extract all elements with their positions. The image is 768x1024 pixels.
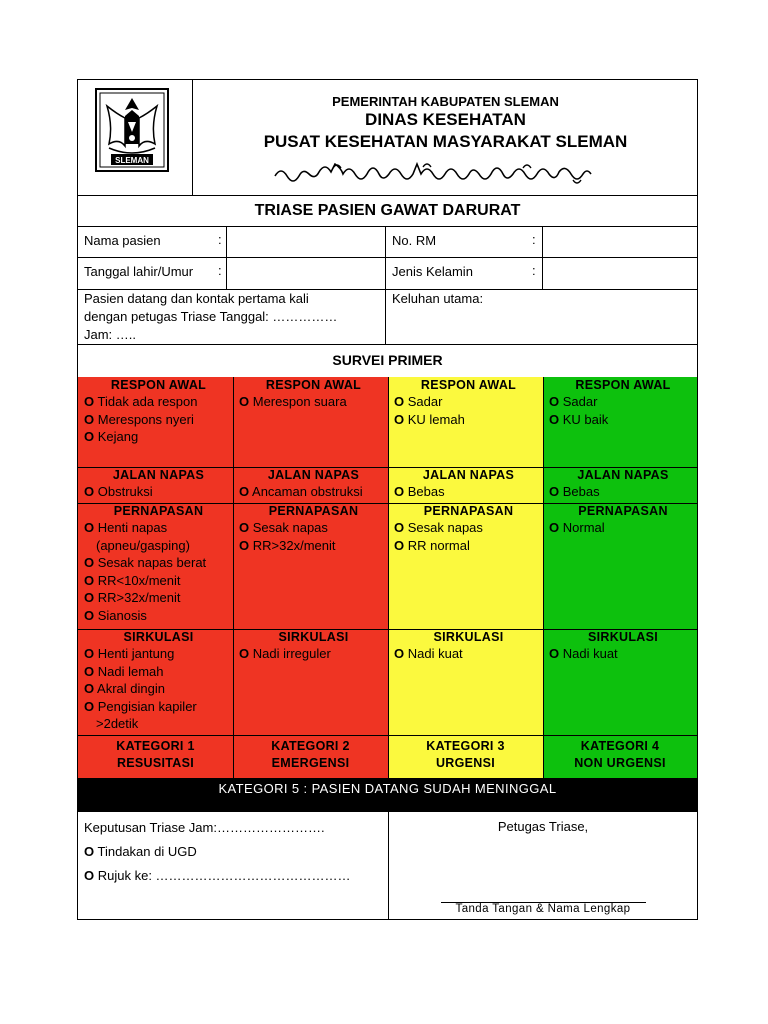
option-circle-icon: O xyxy=(84,590,95,605)
triage-option[interactable] xyxy=(394,645,543,663)
triage-option-label: Sadar xyxy=(407,394,443,409)
triage-option[interactable] xyxy=(549,519,697,537)
triage-option[interactable] xyxy=(84,645,233,663)
option-circle-icon: O xyxy=(84,681,95,696)
jalan-napas-heading: JALAN NAPAS xyxy=(267,468,360,482)
respon-awal-heading: RESPON AWAL xyxy=(575,378,671,392)
pasien-datang-line3[interactable]: Jam: ….. xyxy=(84,327,137,342)
kategori-label xyxy=(78,735,233,772)
pasien-datang-line2[interactable]: dengan petugas Triase Tanggal: …………… xyxy=(84,309,338,324)
kategori-label xyxy=(543,735,697,772)
triage-option[interactable] xyxy=(84,554,233,572)
pernapasan-heading: PERNAPASAN xyxy=(268,504,359,518)
pernapasan-heading: PERNAPASAN xyxy=(578,504,668,518)
kategori-number: KATEGORI 4 xyxy=(580,739,660,753)
triage-option-label: Sianosis xyxy=(97,607,147,623)
triage-option[interactable] xyxy=(84,607,233,625)
kategori-block xyxy=(233,735,388,778)
no-rm-label: No. RM xyxy=(392,233,437,248)
triage-option[interactable] xyxy=(84,680,233,698)
option-circle-icon: O xyxy=(549,646,560,661)
respon-awal-heading: RESPON AWAL xyxy=(420,378,517,392)
triage-option[interactable] xyxy=(394,519,543,537)
option-circle-icon: O xyxy=(84,520,95,535)
triage-option-label: Nadi irreguler xyxy=(252,646,331,661)
jalan-napas-block xyxy=(78,467,233,503)
kategori-label xyxy=(233,735,388,772)
triage-option[interactable] xyxy=(84,663,233,681)
triage-option[interactable] xyxy=(84,428,233,446)
pasien-datang-text xyxy=(84,290,379,344)
header-pemerintah: PEMERINTAH KABUPATEN SLEMAN xyxy=(332,94,559,109)
triage-option[interactable] xyxy=(549,411,697,429)
option-circle-icon: O xyxy=(84,844,95,859)
triage-option-label: Sesak napas xyxy=(252,520,328,535)
jalan-napas-block xyxy=(388,467,543,503)
triage-option[interactable] xyxy=(394,393,543,411)
kategori-5-bar: KATEGORI 5 : PASIEN DATANG SUDAH MENINGGAL xyxy=(78,778,697,812)
petugas-triase-label: Petugas Triase, xyxy=(497,819,589,834)
tanggal-lahir-label: Tanggal lahir/Umur xyxy=(84,264,194,279)
triage-option-label: Tidak ada respon xyxy=(97,394,198,409)
triage-option[interactable] xyxy=(239,393,388,411)
option-circle-icon: O xyxy=(549,484,560,499)
triage-option-label: Pengisian kapiler xyxy=(97,698,197,714)
option-circle-icon: O xyxy=(549,520,560,535)
triage-option-label: Henti jantung xyxy=(97,646,175,661)
option-circle-icon: O xyxy=(239,537,250,553)
option-circle-icon: O xyxy=(394,411,405,427)
triage-option-label: Nadi kuat xyxy=(407,646,463,661)
tgl-colon: : xyxy=(218,263,222,278)
option-circle-icon: O xyxy=(84,555,95,570)
pernapasan-block xyxy=(233,503,388,629)
triage-option[interactable] xyxy=(84,483,233,501)
jalan-napas-heading: JALAN NAPAS xyxy=(577,468,669,482)
triage-option-label: Henti napas xyxy=(97,520,168,535)
triage-option[interactable] xyxy=(394,483,543,501)
tanda-tangan-label[interactable]: Tanda Tangan & Nama Lengkap xyxy=(455,903,631,915)
option-circle-icon: O xyxy=(239,394,250,409)
option-circle-icon: O xyxy=(84,572,95,588)
triage-option[interactable] xyxy=(84,589,233,607)
triage-option-label: Akral dingin xyxy=(97,681,165,696)
triage-option[interactable] xyxy=(239,483,388,501)
option-circle-icon: O xyxy=(84,484,95,499)
jalan-napas-block xyxy=(543,467,697,503)
triage-option-label: RR>32x/menit xyxy=(97,590,181,605)
tindakan-ugd-label: Tindakan di UGD xyxy=(97,844,197,859)
triage-option-label: Nadi lemah xyxy=(97,663,164,679)
triage-option[interactable] xyxy=(84,572,233,590)
option-circle-icon: O xyxy=(239,484,250,499)
triage-option[interactable] xyxy=(239,537,388,555)
respon-awal-heading: RESPON AWAL xyxy=(265,378,362,392)
triage-option-label: Ancaman obstruksi xyxy=(252,484,363,499)
logo-cell xyxy=(78,80,193,195)
kategori-name: URGENSI xyxy=(435,756,496,770)
header-dinas: DINAS KESEHATAN xyxy=(365,110,526,129)
triage-column-1 xyxy=(78,377,233,778)
triage-option[interactable] xyxy=(84,698,233,716)
option-circle-icon: O xyxy=(84,698,95,714)
triage-option-label: Sesak napas berat xyxy=(97,555,207,570)
tindakan-ugd-option[interactable] xyxy=(84,840,384,864)
jalan-napas-block xyxy=(233,467,388,503)
triage-option-label: Merespon suara xyxy=(252,394,347,409)
no-rm-field[interactable] xyxy=(543,227,697,257)
header xyxy=(193,80,698,195)
triage-option xyxy=(84,537,233,555)
header-puskesmas: PUSAT KESEHATAN MASYARAKAT SLEMAN xyxy=(263,132,628,151)
logo-text: SLEMAN xyxy=(115,156,149,165)
jenis-kelamin-label: Jenis Kelamin xyxy=(392,264,473,279)
pernapasan-heading: PERNAPASAN xyxy=(113,504,204,518)
triage-option-label: RR<10x/menit xyxy=(97,572,181,588)
norm-colon: : xyxy=(532,232,536,247)
triage-option-label: KU lemah xyxy=(407,411,465,427)
triage-option-label: Sadar xyxy=(562,394,598,409)
triage-option-label: KU baik xyxy=(562,411,609,427)
pernapasan-block xyxy=(388,503,543,629)
triage-option-label: (apneu/gasping) xyxy=(96,537,190,553)
respon-awal-block xyxy=(388,377,543,467)
triage-option-label: Bebas xyxy=(407,484,445,499)
option-circle-icon: O xyxy=(394,484,405,499)
nama-colon: : xyxy=(218,232,222,247)
triage-option[interactable] xyxy=(549,645,697,663)
option-circle-icon: O xyxy=(549,394,560,409)
rujuk-label: Rujuk ke: ……………………………………… xyxy=(97,868,351,883)
triage-option[interactable] xyxy=(84,519,233,537)
triage-option-label: Bebas xyxy=(562,484,600,499)
triage-option-label: Nadi kuat xyxy=(562,646,618,661)
option-circle-icon: O xyxy=(394,537,405,553)
option-circle-icon: O xyxy=(84,607,95,623)
rujuk-option[interactable] xyxy=(84,864,384,888)
option-circle-icon: O xyxy=(84,868,95,883)
keluhan-utama-label: Keluhan utama: xyxy=(392,291,484,306)
sirkulasi-heading: SIRKULASI xyxy=(587,630,659,644)
kategori-number: KATEGORI 1 xyxy=(116,739,195,753)
keputusan-section xyxy=(84,816,384,888)
option-circle-icon: O xyxy=(84,663,95,679)
triage-option[interactable] xyxy=(394,537,543,555)
keputusan-triase-jam[interactable]: Keputusan Triase Jam:……………………. xyxy=(84,820,325,835)
sleman-emblem-logo xyxy=(95,88,169,172)
triage-option[interactable] xyxy=(239,645,388,663)
triage-option-label: Obstruksi xyxy=(97,484,153,499)
pasien-datang-line1: Pasien datang dan kontak pertama kali xyxy=(84,291,309,306)
kategori-name: EMERGENSI xyxy=(271,756,350,770)
tanggal-lahir-field[interactable] xyxy=(227,258,384,289)
option-circle-icon: O xyxy=(394,520,405,535)
jalan-napas-heading: JALAN NAPAS xyxy=(112,468,205,482)
triage-option-label: RR normal xyxy=(407,537,470,553)
sirkulasi-block xyxy=(388,629,543,735)
kategori-label xyxy=(388,735,543,772)
triage-option xyxy=(84,715,233,733)
option-circle-icon: O xyxy=(84,429,95,444)
triage-option[interactable] xyxy=(84,411,233,429)
respon-awal-block xyxy=(78,377,233,467)
option-circle-icon: O xyxy=(84,646,95,661)
triage-column-2 xyxy=(233,377,388,778)
triage-option[interactable] xyxy=(84,393,233,411)
kategori-name: NON URGENSI xyxy=(574,756,666,770)
option-circle-icon: O xyxy=(239,520,250,535)
survei-primer-heading: SURVEI PRIMER xyxy=(332,352,443,368)
option-circle-icon: O xyxy=(394,394,405,409)
jk-colon: : xyxy=(532,263,536,278)
kategori-name: RESUSITASI xyxy=(116,756,195,770)
sirkulasi-block xyxy=(78,629,233,735)
kategori-block xyxy=(78,735,233,778)
keluhan-utama-field[interactable] xyxy=(386,308,697,343)
triage-option-label: >2detik xyxy=(96,716,139,731)
kategori-block xyxy=(388,735,543,778)
option-circle-icon: O xyxy=(239,646,250,661)
respon-awal-block xyxy=(543,377,697,467)
triage-option[interactable] xyxy=(549,393,697,411)
sirkulasi-heading: SIRKULASI xyxy=(123,630,194,644)
sirkulasi-heading: SIRKULASI xyxy=(433,630,504,644)
triage-option-label: Kejang xyxy=(97,429,139,444)
triage-column-4 xyxy=(543,377,697,778)
kategori-block xyxy=(543,735,697,778)
javanese-script-image xyxy=(273,160,613,188)
kategori-number: KATEGORI 2 xyxy=(271,739,350,753)
triage-option[interactable] xyxy=(394,411,543,429)
nama-pasien-field[interactable] xyxy=(227,227,384,257)
pernapasan-block xyxy=(543,503,697,629)
jalan-napas-heading: JALAN NAPAS xyxy=(422,468,515,482)
respon-awal-heading: RESPON AWAL xyxy=(110,378,207,392)
option-circle-icon: O xyxy=(394,646,405,661)
triage-column-3 xyxy=(388,377,543,778)
triage-option-label: Normal xyxy=(562,520,605,535)
triage-option-label: Sesak napas xyxy=(407,520,483,535)
option-circle-icon: O xyxy=(549,411,560,427)
triage-option[interactable] xyxy=(239,519,388,537)
triage-option[interactable] xyxy=(549,483,697,501)
kategori-number: KATEGORI 3 xyxy=(426,739,505,753)
triage-option-label: Merespons nyeri xyxy=(97,411,194,427)
option-circle-icon: O xyxy=(84,411,95,427)
pernapasan-heading: PERNAPASAN xyxy=(423,504,514,518)
jenis-kelamin-field[interactable] xyxy=(543,258,697,289)
sirkulasi-heading: SIRKULASI xyxy=(278,630,349,644)
option-circle-icon: O xyxy=(84,394,95,409)
triage-option-label: RR>32x/menit xyxy=(252,537,336,553)
triage-form xyxy=(77,79,698,920)
respon-awal-block xyxy=(233,377,388,467)
sirkulasi-block xyxy=(543,629,697,735)
pernapasan-block xyxy=(78,503,233,629)
nama-pasien-label: Nama pasien xyxy=(84,233,161,248)
sirkulasi-block xyxy=(233,629,388,735)
form-title: TRIASE PASIEN GAWAT DARURAT xyxy=(254,202,521,219)
